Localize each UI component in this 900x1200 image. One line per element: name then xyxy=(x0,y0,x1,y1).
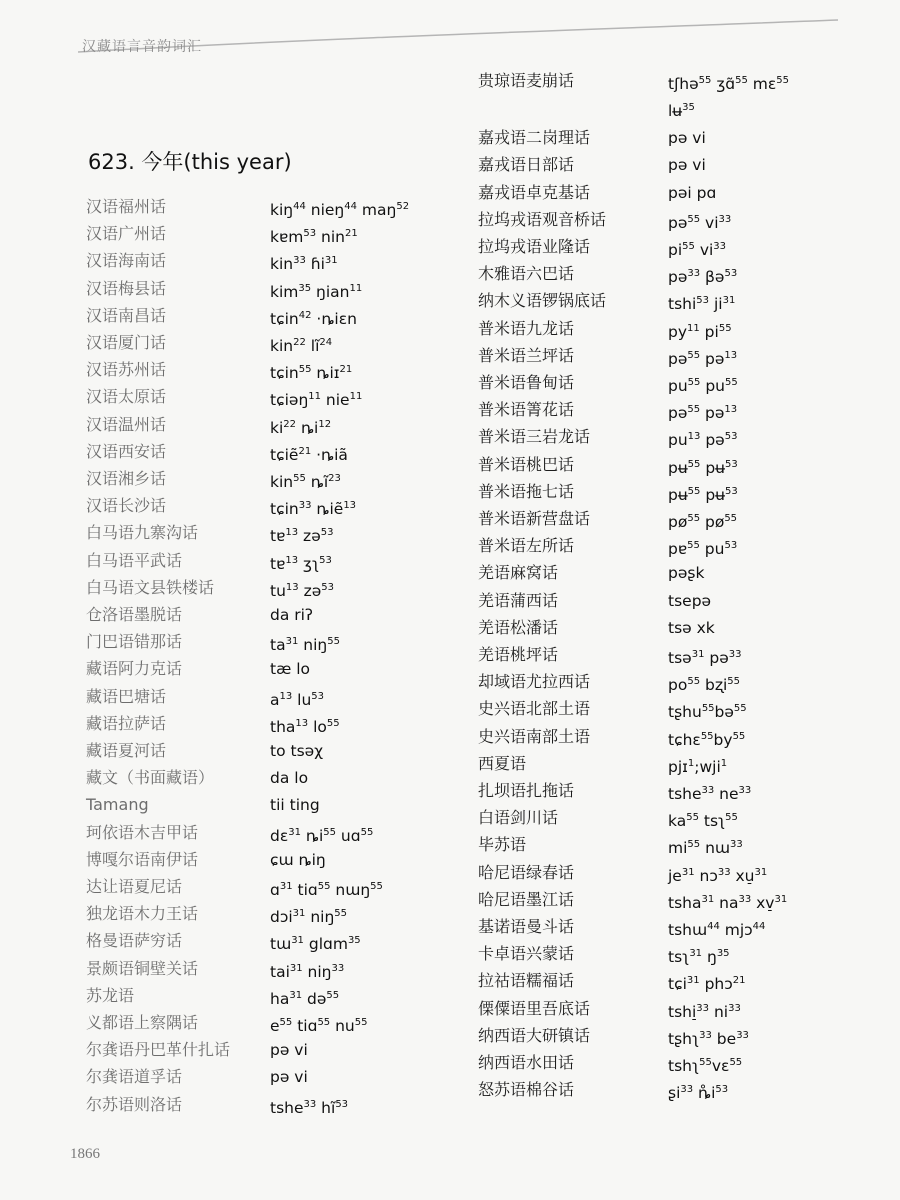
dialect-name: 羌语松潘话 xyxy=(478,617,559,637)
ipa-form: tshi$^{53}$ $ji^{31}$ xyxy=(668,295,736,314)
dialect-name: 卡卓语兴蒙话 xyxy=(478,944,575,964)
dialect-name: Tamang xyxy=(86,795,149,815)
dialect-name: 汉语厦门话 xyxy=(86,333,167,352)
ipa-form: kim$^{35}$ ŋian$^{11}$ xyxy=(270,282,363,301)
ipa-form: $ki^{22}$ $ȵi^{12}$ xyxy=(270,418,332,437)
ipa-form: pə vi xyxy=(668,129,706,148)
section-title: 623. 今年(this year) xyxy=(88,150,292,174)
dialect-name: 扎坝语扎拖话 xyxy=(478,781,575,800)
dialect-name: 羌语桃坪话 xyxy=(478,645,559,664)
dialect-name: 汉语湘乡话 xyxy=(86,469,167,488)
ipa-form: pə$^{55}$ pə$^{13}$ xyxy=(668,349,738,368)
ipa-form: pə vi xyxy=(270,1068,308,1087)
dialect-name: 汉语广州话 xyxy=(86,224,167,244)
ipa-form: to tsəχ xyxy=(270,742,324,760)
ipa-form: tæ lo xyxy=(270,660,311,679)
ipa-form: tsʅ$^{31}$ $ŋ^{35}$ xyxy=(668,948,730,967)
dialect-name: 基诺语曼斗话 xyxy=(478,917,575,936)
ipa-form: tʃhə$^{55}$ ʒɑ̃$^{55}$ mɛ$^{55}$ xyxy=(668,75,789,94)
ipa-form: kin$^{33}$ ɦi$^{31}$ xyxy=(270,255,338,274)
ipa-form: pɐ$^{55}$ $pu^{53}$ xyxy=(668,540,738,559)
dialect-name: 尔苏语则洛话 xyxy=(86,1094,183,1114)
dialect-name: 景颇语铜壁关话 xyxy=(86,958,199,978)
dialect-name: 羌语蒲西话 xyxy=(478,590,559,610)
ipa-form: pəʂk xyxy=(668,564,705,583)
dialect-name: 普米语三岩龙话 xyxy=(478,427,591,447)
dialect-name: 达让语夏尼话 xyxy=(86,877,183,896)
ipa-form: tɐ$^{13}$ zə$^{53}$ xyxy=(270,527,334,546)
dialect-name: 普米语兰坪话 xyxy=(478,345,575,365)
ipa-form: tshɯ$^{44}$ mjɔ$^{44}$ xyxy=(668,921,766,940)
ipa-form: tɕiəŋ$^{11}$ nie$^{11}$ xyxy=(270,391,363,410)
dialect-name: 汉语梅县话 xyxy=(86,278,167,298)
dialect-name: 汉语西安话 xyxy=(86,441,167,461)
dialect-name: 纳西语水田话 xyxy=(478,1053,575,1072)
dialect-name: 嘉戎语日部话 xyxy=(478,155,575,175)
dialect-name: 毕苏语 xyxy=(478,835,527,855)
dialect-name: 史兴语北部土语 xyxy=(478,699,591,719)
ipa-form: tai$^{31}$ niŋ$^{33}$ xyxy=(270,962,345,981)
ipa-form: pə vi xyxy=(668,156,706,175)
dialect-name: 汉语苏州话 xyxy=(86,360,167,380)
dialect-name: 木雅语六巴话 xyxy=(478,264,575,284)
ipa-form: ʂi$^{33}$ $ȵ̊i^{53}$ xyxy=(668,1084,729,1103)
ipa-form: dɔi$^{31}$ niŋ$^{55}$ xyxy=(270,908,348,927)
ipa-form: $pu^{13}$ pə$^{53}$ xyxy=(668,431,738,450)
ipa-form: tɐ$^{13}$ ʒʅ$^{53}$ xyxy=(270,554,332,573)
dialect-name: 汉语长沙话 xyxy=(86,496,167,516)
dialect-name: 白马语九寨沟话 xyxy=(86,523,199,543)
dialect-name: 汉语南昌话 xyxy=(86,305,167,325)
dialect-name: 史兴语南部土语 xyxy=(478,726,591,746)
ipa-form: $po^{55}$ bʐi$^{55}$ xyxy=(668,676,741,695)
ipa-form: pə$^{33}$ βə$^{53}$ xyxy=(668,268,738,287)
dialect-name: 西夏语 xyxy=(478,753,527,773)
ipa-form: pəi pɑ xyxy=(668,183,717,202)
ipa-form: $pi^{55}$ $vi^{33}$ xyxy=(668,241,727,260)
dialect-name: 嘉戎语卓克基话 xyxy=(478,182,591,202)
ipa-form: $e^{55}$ tiɑ$^{55}$ $nu^{55}$ xyxy=(270,1017,368,1036)
dialect-name: 怒苏语棉谷话 xyxy=(478,1080,575,1100)
ipa-form: pə$^{55}$ $vi^{33}$ xyxy=(668,213,732,232)
ipa-form: $tɕhɛ^{55}by^{55}$ xyxy=(668,730,746,749)
dialect-name: 普米语新营盘话 xyxy=(478,509,591,528)
ipa-form: tshe$^{33}$ $ne^{33}$ xyxy=(668,785,752,804)
dialect-name: 贵琼语麦崩话 xyxy=(478,71,575,90)
dialect-name: 门巴语错那话 xyxy=(86,632,183,652)
dialect-name: 义都语上察隅话 xyxy=(86,1013,199,1032)
ipa-form: da riʔ xyxy=(270,606,313,624)
ipa-form: tɕin$^{42}$ ·ȵiɛn xyxy=(270,309,357,328)
dialect-name: 苏龙语 xyxy=(86,985,135,1005)
ipa-form: kin$^{22}$ $lĩ^{24}$ xyxy=(270,337,333,356)
ipa-form: tha$^{13}$ $lo^{55}$ xyxy=(270,717,340,736)
ipa-form-continuation: lʉ$^{35}$ xyxy=(668,102,695,121)
ipa-form: pə vi xyxy=(270,1041,308,1060)
ipa-form: da lo xyxy=(270,769,309,788)
ipa-form: kin$^{55}$ $ȵĩ^{23}$ xyxy=(270,473,341,492)
dialect-name: 普米语九龙话 xyxy=(478,318,575,338)
ipa-form: tsə$^{31}$ pə$^{33}$ xyxy=(668,649,742,668)
dialect-name: 汉语太原话 xyxy=(86,387,167,407)
ipa-form: $ha^{31}$ də$^{55}$ xyxy=(270,989,340,1008)
ipa-form: $pø^{55}$ $pø^{55}$ xyxy=(668,513,738,532)
ipa-form: tsepə xyxy=(668,591,712,610)
dialect-name: 纳西语大研镇话 xyxy=(478,1025,591,1045)
ipa-form: $tu^{13}$ zə$^{53}$ xyxy=(270,581,334,600)
ipa-form: $ta^{31}$ niŋ$^{55}$ xyxy=(270,636,340,655)
ipa-form: tɯ$^{31}$ glɑm$^{35}$ xyxy=(270,935,361,954)
running-head: 汉藏语言音韵词汇 xyxy=(82,39,202,55)
dialect-name: 独龙语木力王话 xyxy=(86,904,199,924)
dialect-name: 普米语桃巴话 xyxy=(478,454,575,474)
dialect-name: 拉坞戎语观音桥话 xyxy=(478,209,607,229)
ipa-form: $py^{11}$ $pi^{55}$ xyxy=(668,322,732,341)
ipa-form: tii ting xyxy=(270,796,320,815)
ipa-form: tʂhʅ$^{33}$ $be^{33}$ xyxy=(668,1029,749,1048)
ipa-form: tɕiẽ$^{21}$ ·ȵiã xyxy=(270,445,348,464)
dialect-name: 嘉戎语二岗理话 xyxy=(478,128,591,148)
ipa-form: tsə xk xyxy=(668,618,715,637)
ipa-form: tsha$^{31}$ $na^{33}$ xv̠$^{31}$ xyxy=(668,893,788,912)
dialect-name: 白语剑川话 xyxy=(478,808,559,828)
ipa-form: pʉ$^{55}$ pʉ$^{53}$ xyxy=(668,458,738,477)
ipa-form: tʂhu$^{55}$bə$^{55}$ xyxy=(668,703,747,722)
dialect-name: 哈尼语墨江话 xyxy=(478,889,575,909)
dialect-name: 汉语温州话 xyxy=(86,414,167,434)
dialect-name: 纳木义语锣锅底话 xyxy=(478,291,607,311)
dialect-name: 格曼语萨穷话 xyxy=(86,931,183,951)
ipa-form: $pu^{55}$ $pu^{55}$ xyxy=(668,377,738,396)
ipa-form: dɛ$^{31}$ $ȵi^{55}$ uɑ$^{55}$ xyxy=(270,826,374,845)
dialect-name: 普米语鲁甸话 xyxy=(478,373,575,392)
ipa-form: ɑ$^{31}$ tiɑ$^{55}$ nɯŋ$^{55}$ xyxy=(270,881,383,900)
dialect-name: 汉语海南话 xyxy=(86,251,167,271)
ipa-form: $ka^{55}$ tsʅ$^{55}$ xyxy=(668,812,738,831)
ipa-form: pə$^{55}$ pə$^{13}$ xyxy=(668,404,738,423)
dialect-name: 普米语左所话 xyxy=(478,536,575,556)
ipa-form: tɕi$^{31}$ phɔ$^{21}$ xyxy=(668,975,746,994)
ipa-form: tɕin$^{33}$ ȵiẽ$^{13}$ xyxy=(270,500,357,519)
dialect-name: 却域语尤拉西话 xyxy=(478,672,591,692)
dialect-name: 尔龚语道孚话 xyxy=(86,1067,183,1087)
ipa-form: $je^{31}$ nɔ$^{33}$ xu̠$^{31}$ xyxy=(668,866,768,885)
ipa-form: tshi̠$^{33}$ $ni^{33}$ xyxy=(668,1002,741,1021)
dialect-name: 拉祜语糯福话 xyxy=(478,971,575,991)
dialect-name: 藏语巴塘话 xyxy=(86,686,167,706)
ipa-form: pjɪ$^1$;wji$^1$ xyxy=(668,757,728,776)
ipa-form: tɕin$^{55}$ ȵiɪ$^{21}$ xyxy=(270,364,353,383)
dialect-name: 藏文（书面藏语） xyxy=(86,768,215,788)
dialect-name: 珂依语木吉甲话 xyxy=(86,822,199,842)
ipa-form: ɕɯ ȵiŋ xyxy=(270,850,326,869)
ipa-form: $mi^{55}$ nɯ$^{33}$ xyxy=(668,839,743,858)
page-number: 1866 xyxy=(70,1146,100,1162)
dialect-name: 藏语拉萨话 xyxy=(86,713,167,733)
dialect-name: 藏语夏河话 xyxy=(86,741,167,760)
ipa-form: tshe$^{33}$ $hĩ^{53}$ xyxy=(270,1098,349,1117)
dialect-name: 白马语文县铁楼话 xyxy=(86,577,215,597)
dialect-name: 藏语阿力克话 xyxy=(86,659,183,679)
dialect-name: 拉坞戎语业隆话 xyxy=(478,237,591,256)
dialect-name: 傈僳语里吾底话 xyxy=(478,998,591,1018)
dialect-name: 博嘎尔语南伊话 xyxy=(86,849,199,869)
dialect-name: 羌语麻窝话 xyxy=(478,563,559,583)
dialect-name: 普米语拖七话 xyxy=(478,481,575,501)
dialect-name: 尔龚语丹巴革什扎话 xyxy=(86,1040,231,1060)
ipa-form: kɐm$^{53}$ nin$^{21}$ xyxy=(270,228,358,247)
dialect-name: 汉语福州话 xyxy=(86,197,167,216)
dialect-name: 白马语平武话 xyxy=(86,550,183,570)
ipa-form: kiŋ$^{44}$ nieŋ$^{44}$ maŋ$^{52}$ xyxy=(270,201,410,220)
ipa-form: $a^{13}$ $lu^{53}$ xyxy=(270,690,325,709)
dialect-name: 普米语箐花话 xyxy=(478,400,575,420)
dialect-name: 仓洛语墨脱话 xyxy=(86,605,183,624)
ipa-form: tshʅ$^{55}$vɛ$^{55}$ xyxy=(668,1057,743,1076)
ipa-form: pʉ$^{55}$ pʉ$^{53}$ xyxy=(668,485,738,504)
dialect-name: 哈尼语绿春话 xyxy=(478,862,575,882)
